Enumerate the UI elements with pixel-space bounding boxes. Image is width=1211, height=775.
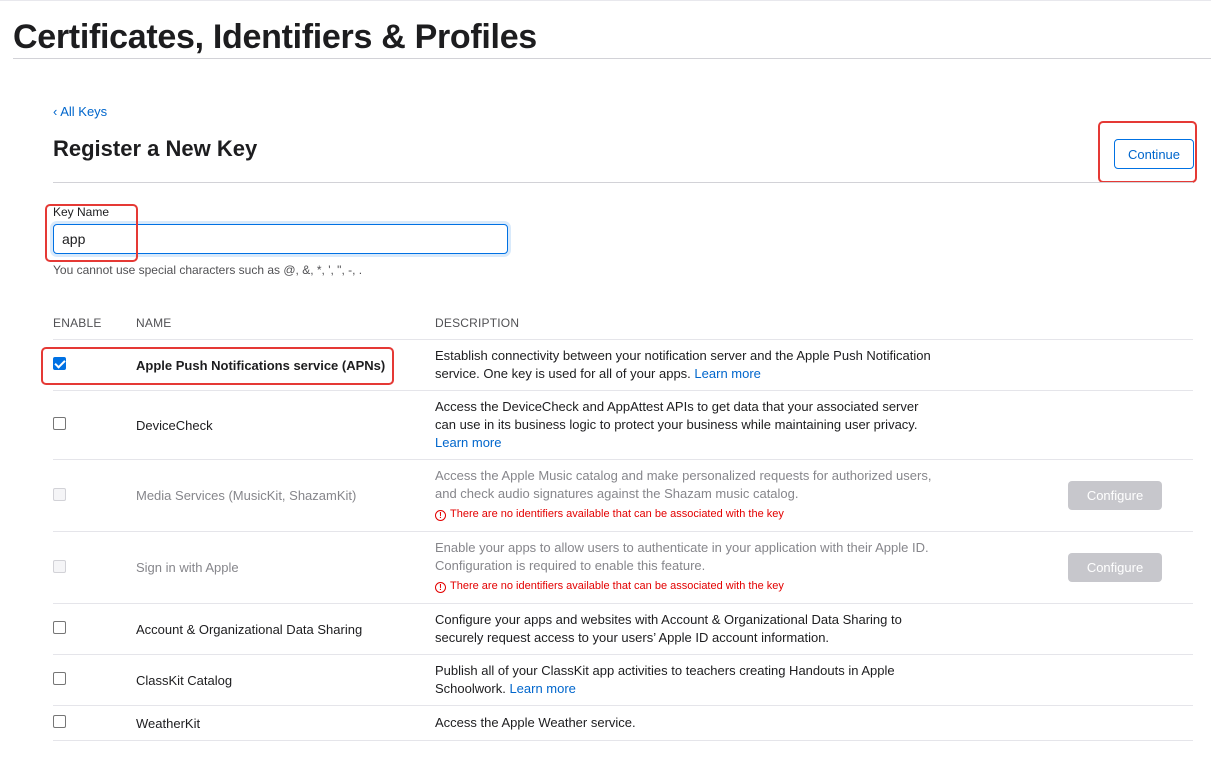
service-name-devicecheck: DeviceCheck xyxy=(136,418,213,433)
key-name-hint: You cannot use special characters such as @, &, *, ', ", -, . xyxy=(53,263,363,277)
enable-checkbox-devicecheck[interactable] xyxy=(53,417,66,430)
service-name-classkit: ClassKit Catalog xyxy=(136,673,233,688)
learn-more-link-devicecheck[interactable]: Learn more xyxy=(435,435,502,450)
column-header-description: DESCRIPTION xyxy=(435,316,520,330)
column-header-name: NAME xyxy=(136,316,172,330)
service-name-apns: Apple Push Notifications service (APNs) xyxy=(136,358,386,373)
enable-checkbox-weatherkit[interactable] xyxy=(53,715,66,728)
service-description-account-data-sharing: Configure your apps and websites with Account & Organizational Data Sharing to securely request access to your users’ Apple ID account information. xyxy=(435,612,902,645)
configure-button-media-services[interactable]: Configure xyxy=(1068,481,1162,510)
learn-more-link-classkit[interactable]: Learn more xyxy=(509,681,576,696)
service-description-sign-in-with-apple: Enable your apps to allow users to authenticate in your application with their Apple ID. Configuration is required to enable this feature. xyxy=(435,540,929,573)
service-description-weatherkit: Access the Apple Weather service. xyxy=(435,715,636,730)
alert-circle-icon: ! xyxy=(435,510,446,521)
enable-checkbox-apns[interactable] xyxy=(53,357,66,370)
service-description-apns: Establish connectivity between your notification server and the Apple Push Notification service. One key is used for all of your apps. Learn more xyxy=(435,348,931,381)
service-name-weatherkit: WeatherKit xyxy=(136,716,201,731)
top-border xyxy=(0,0,1211,1)
learn-more-link-apns[interactable]: Learn more xyxy=(694,366,761,381)
table-divider xyxy=(53,654,1193,655)
table-divider xyxy=(53,740,1193,741)
alert-circle-icon: ! xyxy=(435,582,446,593)
table-divider xyxy=(53,339,1193,340)
table-divider xyxy=(53,603,1193,604)
back-to-all-keys-link[interactable]: ‹ All Keys xyxy=(53,104,108,119)
warning-sign-in-with-apple: ! There are no identifiers available that can be associated with the key xyxy=(435,580,784,593)
service-description-media-services: Access the Apple Music catalog and make personalized requests for authorized users, and check audio signatures against the Shazam music catalog. xyxy=(435,468,932,501)
enable-checkbox-sign-in-with-apple xyxy=(53,560,66,573)
enable-checkbox-classkit[interactable] xyxy=(53,672,66,685)
section-divider xyxy=(53,182,1193,183)
continue-button[interactable]: Continue xyxy=(1114,139,1194,169)
column-header-enable: ENABLE xyxy=(53,316,102,330)
section-title: Register a New Key xyxy=(53,136,258,161)
service-description-devicecheck: Access the DeviceCheck and AppAttest APIs to get data that your associated server can use in its business logic to protect your business while maintaining user privacy. Learn more xyxy=(435,399,919,450)
configure-button-sign-in-with-apple[interactable]: Configure xyxy=(1068,553,1162,582)
service-name-account-data-sharing: Account & Organizational Data Sharing xyxy=(136,622,363,637)
enable-checkbox-account-data-sharing[interactable] xyxy=(53,621,66,634)
key-name-label: Key Name xyxy=(53,205,110,219)
page-title: Certificates, Identifiers & Profiles xyxy=(13,18,537,56)
table-divider xyxy=(53,459,1193,460)
table-divider xyxy=(53,531,1193,532)
key-name-input[interactable] xyxy=(53,224,508,254)
service-name-media-services: Media Services (MusicKit, ShazamKit) xyxy=(136,488,357,503)
warning-media-services: ! There are no identifiers available that can be associated with the key xyxy=(435,508,784,521)
service-description-classkit: Publish all of your ClassKit app activities to teachers creating Handouts in Apple Schoolwork. Learn more xyxy=(435,663,895,696)
table-divider xyxy=(53,390,1193,391)
enable-checkbox-media-services xyxy=(53,488,66,501)
service-name-sign-in-with-apple: Sign in with Apple xyxy=(136,560,239,575)
table-divider xyxy=(53,705,1193,706)
title-divider xyxy=(13,58,1211,59)
